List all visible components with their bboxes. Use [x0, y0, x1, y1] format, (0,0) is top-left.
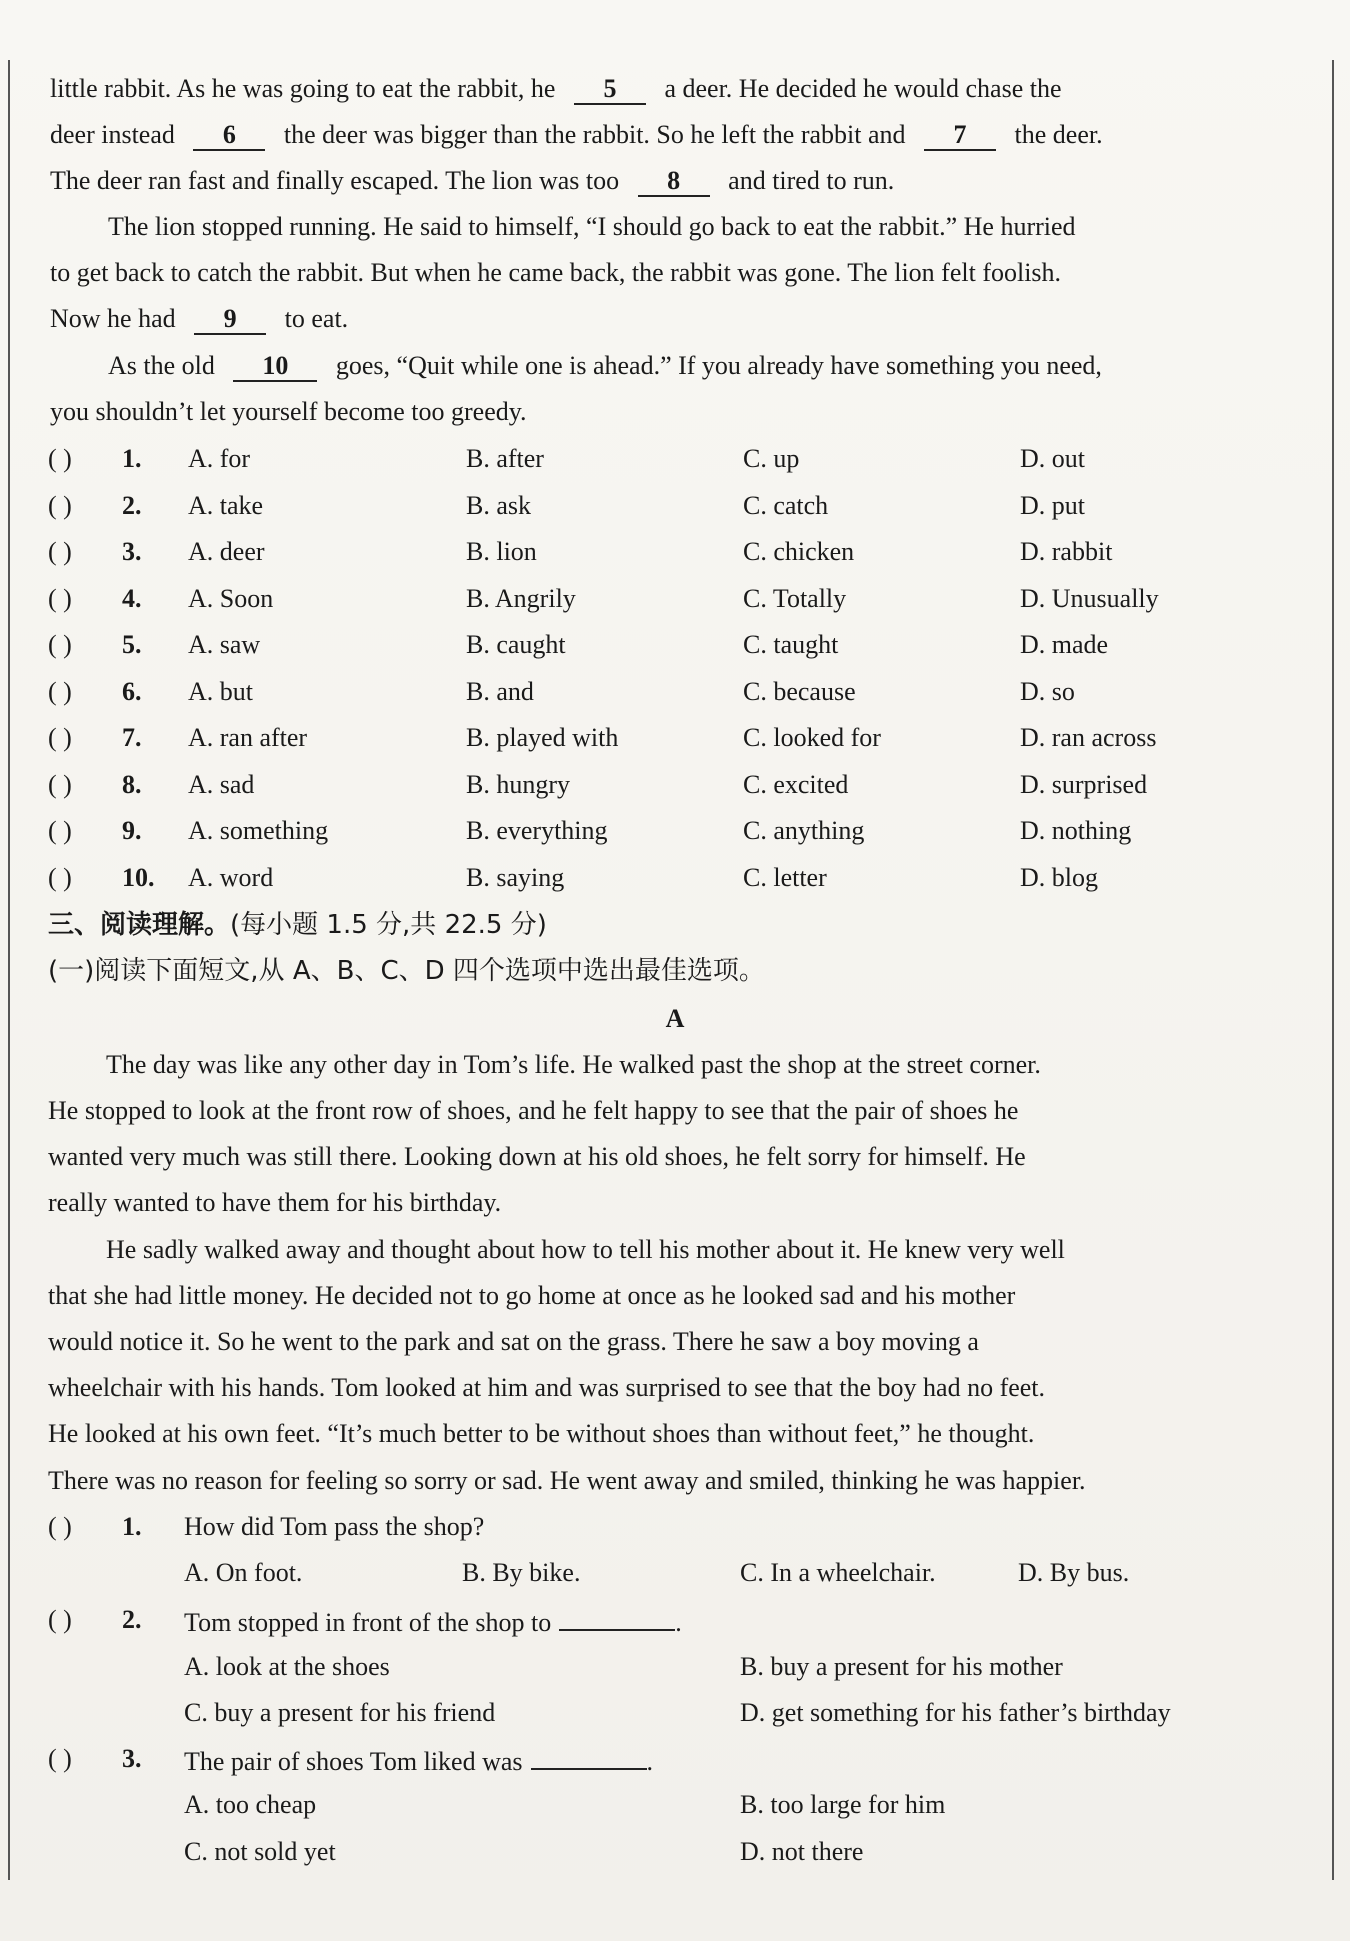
option-c[interactable]: C. letter	[743, 862, 827, 892]
option-d[interactable]: D. rabbit	[1020, 537, 1113, 566]
question-stem	[184, 1510, 484, 1544]
cloze-option-row	[48, 582, 1348, 616]
option-d[interactable]: D. Unusually	[1020, 583, 1159, 613]
answer-options-row	[48, 1696, 1338, 1730]
cloze-option-row	[48, 814, 1348, 848]
passage-line: He looked at his own feet. “It’s much better to be without shoes than without feet,” he thought.	[48, 1419, 1035, 1448]
passage-line: wanted very much was still there. Looking down at his old shoes, he felt sorry for himself. He	[48, 1142, 1026, 1171]
question-line	[48, 1510, 1338, 1544]
option-c[interactable]: C. taught	[743, 630, 839, 659]
answer-paren[interactable]: ( )	[48, 676, 72, 706]
question-stem	[184, 1742, 653, 1779]
answer-blank[interactable]	[559, 1603, 675, 1631]
answer-paren[interactable]: ( )	[48, 1512, 72, 1541]
cloze-text: to eat.	[284, 304, 349, 333]
option-a[interactable]: A. for	[188, 444, 251, 473]
option-d[interactable]: D. made	[1020, 630, 1109, 659]
option-c[interactable]: C. up	[743, 444, 800, 473]
question-number: 3.	[122, 1744, 142, 1773]
cloze-text: goes, “Quit while one is ahead.” If you already have something you need,	[335, 351, 1102, 380]
cloze-text: The deer ran fast and finally escaped. The lion was too	[50, 166, 620, 195]
option-c[interactable]: C. Totally	[743, 583, 847, 613]
option-c[interactable]: C. because	[743, 676, 856, 706]
answer-paren[interactable]: ( )	[48, 1605, 72, 1634]
answer-options-row	[48, 1650, 1338, 1684]
option-a[interactable]: A. word	[188, 862, 274, 892]
option-b[interactable]: B. everything	[466, 816, 608, 845]
question-line	[48, 1742, 1338, 1776]
option-a[interactable]: A. something	[188, 816, 329, 845]
answer-paren[interactable]: ( )	[48, 630, 72, 659]
cloze-line-3	[50, 164, 894, 198]
question-number: 4.	[122, 583, 142, 613]
question-number: 5.	[122, 630, 142, 659]
cloze-option-row	[48, 442, 1348, 476]
option-d[interactable]: D. nothing	[1020, 816, 1132, 845]
cloze-option-row	[48, 768, 1348, 802]
cloze-blank-8[interactable]: 8	[638, 167, 710, 197]
option-d[interactable]: D. so	[1020, 676, 1075, 706]
answer-option[interactable]: A. look at the shoes	[184, 1652, 390, 1681]
option-a[interactable]: A. Soon	[188, 583, 274, 613]
question-number: 8.	[122, 769, 142, 799]
cloze-option-row	[48, 489, 1348, 523]
cloze-text: As the old	[108, 351, 215, 380]
cloze-blank-7[interactable]: 7	[924, 121, 996, 151]
answer-paren[interactable]: ( )	[48, 583, 72, 613]
cloze-line-6	[50, 302, 348, 336]
cloze-text: deer instead	[50, 120, 175, 149]
answer-option[interactable]: C. In a wheelchair.	[740, 1558, 936, 1587]
answer-options-row	[48, 1835, 1338, 1869]
answer-paren[interactable]: ( )	[48, 862, 72, 892]
passage-line: There was no reason for feeling so sorry or sad. He went away and smiled, thinking he was happier.	[48, 1466, 1086, 1495]
question-number: 10.	[122, 862, 155, 892]
period: .	[675, 1608, 682, 1637]
answer-paren[interactable]: ( )	[48, 1744, 72, 1773]
answer-paren[interactable]: ( )	[48, 769, 72, 799]
question-text: The pair of shoes Tom liked was	[184, 1747, 523, 1776]
cloze-line-4: The lion stopped running. He said to himself, “I should go back to eat the rabbit.” He hurried	[108, 212, 1076, 241]
section-heading	[48, 908, 547, 942]
option-b[interactable]: B. Angrily	[466, 583, 576, 613]
option-c[interactable]: C. excited	[743, 769, 849, 799]
option-c[interactable]: C. looked for	[743, 723, 881, 752]
question-stem	[184, 1603, 682, 1640]
cloze-text: the deer was bigger than the rabbit. So he left the rabbit and	[283, 120, 906, 149]
period: .	[646, 1747, 654, 1776]
question-text: How did Tom pass the shop?	[184, 1512, 485, 1541]
cloze-text: a deer. He decided he would chase the	[664, 74, 1062, 103]
option-d[interactable]: D. ran across	[1020, 723, 1157, 752]
option-b[interactable]: B. lion	[466, 537, 537, 566]
cloze-text: little rabbit. As he was going to eat the rabbit, he	[50, 74, 556, 103]
section-score: (每小题 1.5 分,共 22.5 分)	[230, 910, 547, 940]
option-d[interactable]: D. blog	[1020, 862, 1098, 892]
question-number: 9.	[122, 816, 142, 845]
option-d[interactable]: D. out	[1020, 444, 1085, 473]
cloze-option-row	[48, 675, 1348, 709]
cloze-option-row	[48, 535, 1348, 569]
answer-paren[interactable]: ( )	[48, 444, 72, 473]
option-b[interactable]: B. after	[466, 444, 544, 473]
passage-line: really wanted to have them for his birthday.	[48, 1188, 502, 1217]
cloze-line-5: to get back to catch the rabbit. But when he came back, the rabbit was gone. The lion felt foolish.	[50, 258, 1062, 287]
answer-paren[interactable]: ( )	[48, 537, 72, 566]
cloze-blank-10[interactable]: 10	[233, 352, 317, 382]
option-d[interactable]: D. put	[1020, 490, 1085, 520]
option-d[interactable]: D. surprised	[1020, 769, 1148, 799]
answer-options-row	[48, 1556, 1338, 1590]
answer-paren[interactable]: ( )	[48, 490, 72, 520]
passage-line: would notice it. So he went to the park and sat on the grass. There he saw a boy moving a	[48, 1327, 979, 1356]
option-c[interactable]: C. catch	[743, 490, 829, 520]
answer-blank[interactable]	[531, 1742, 647, 1770]
answer-option[interactable]: D. By bus.	[1018, 1558, 1130, 1587]
cloze-blank-5[interactable]: 5	[574, 75, 646, 105]
answer-option[interactable]: B. too large for him	[740, 1790, 946, 1819]
question-number: 2.	[122, 490, 142, 520]
answer-options-row	[48, 1788, 1338, 1822]
answer-option[interactable]: B. buy a present for his mother	[740, 1652, 1063, 1681]
passage-line: that she had little money. He decided not to go home at once as he looked sad and his mother	[48, 1281, 1016, 1310]
option-b[interactable]: B. and	[466, 676, 534, 706]
question-number: 7.	[122, 723, 142, 752]
option-c[interactable]: C. anything	[743, 816, 865, 845]
question-text: Tom stopped in front of the shop to	[184, 1608, 552, 1637]
passage-label: A	[665, 1004, 685, 1033]
question-number: 3.	[122, 537, 142, 566]
passage-line: The day was like any other day in Tom’s life. He walked past the shop at the street corner.	[106, 1050, 1041, 1079]
left-margin-line	[8, 60, 10, 1880]
answer-option[interactable]: C. buy a present for his friend	[184, 1698, 496, 1727]
option-a[interactable]: A. saw	[188, 630, 261, 659]
option-a[interactable]: A. but	[188, 676, 253, 706]
answer-option[interactable]: A. too cheap	[184, 1790, 317, 1819]
section-instruction: (一)阅读下面短文,从 A、B、C、D 四个选项中选出最佳选项。	[48, 956, 765, 986]
cloze-text: Now he had	[50, 304, 176, 333]
cloze-option-row	[48, 628, 1348, 662]
cloze-text: the deer.	[1014, 120, 1103, 149]
cloze-line-7	[108, 349, 1102, 383]
answer-option[interactable]: A. On foot.	[184, 1558, 303, 1587]
cloze-line-8: you shouldn’t let yourself become too greedy.	[50, 397, 527, 426]
cloze-line-1	[50, 72, 1300, 106]
option-a[interactable]: A. deer	[188, 537, 265, 566]
cloze-text: and tired to run.	[728, 166, 895, 195]
option-b[interactable]: B. hungry	[466, 769, 570, 799]
answer-option[interactable]: D. not there	[740, 1837, 864, 1866]
answer-option[interactable]: C. not sold yet	[184, 1837, 336, 1866]
section-title: 三、阅读理解。	[48, 910, 231, 940]
question-number: 1.	[122, 1512, 142, 1541]
answer-paren[interactable]: ( )	[48, 723, 72, 752]
option-b[interactable]: B. saying	[466, 862, 565, 892]
option-a[interactable]: A. ran after	[188, 723, 308, 752]
answer-option[interactable]: D. get something for his father’s birthday	[740, 1698, 1171, 1727]
cloze-option-row	[48, 861, 1348, 895]
cloze-option-row	[48, 721, 1348, 755]
question-line	[48, 1603, 1338, 1637]
cloze-blank-6[interactable]: 6	[193, 121, 265, 151]
option-a[interactable]: A. sad	[188, 769, 255, 799]
passage-line: wheelchair with his hands. Tom looked at him and was surprised to see that the boy had no feet.	[48, 1373, 1046, 1402]
question-number: 1.	[122, 444, 142, 473]
option-b[interactable]: B. caught	[466, 630, 566, 659]
option-a[interactable]: A. take	[188, 490, 264, 520]
cloze-line-2	[50, 118, 1300, 152]
option-b[interactable]: B. ask	[466, 490, 531, 520]
answer-option[interactable]: B. By bike.	[462, 1558, 581, 1587]
passage-line: He sadly walked away and thought about how to tell his mother about it. He knew very well	[106, 1235, 1065, 1264]
answer-paren[interactable]: ( )	[48, 816, 72, 845]
cloze-blank-9[interactable]: 9	[194, 305, 266, 335]
option-c[interactable]: C. chicken	[743, 537, 855, 566]
question-number: 6.	[122, 676, 142, 706]
option-b[interactable]: B. played with	[466, 723, 619, 752]
passage-line: He stopped to look at the front row of shoes, and he felt happy to see that the pair of shoes he	[48, 1096, 1019, 1125]
question-number: 2.	[122, 1605, 142, 1634]
